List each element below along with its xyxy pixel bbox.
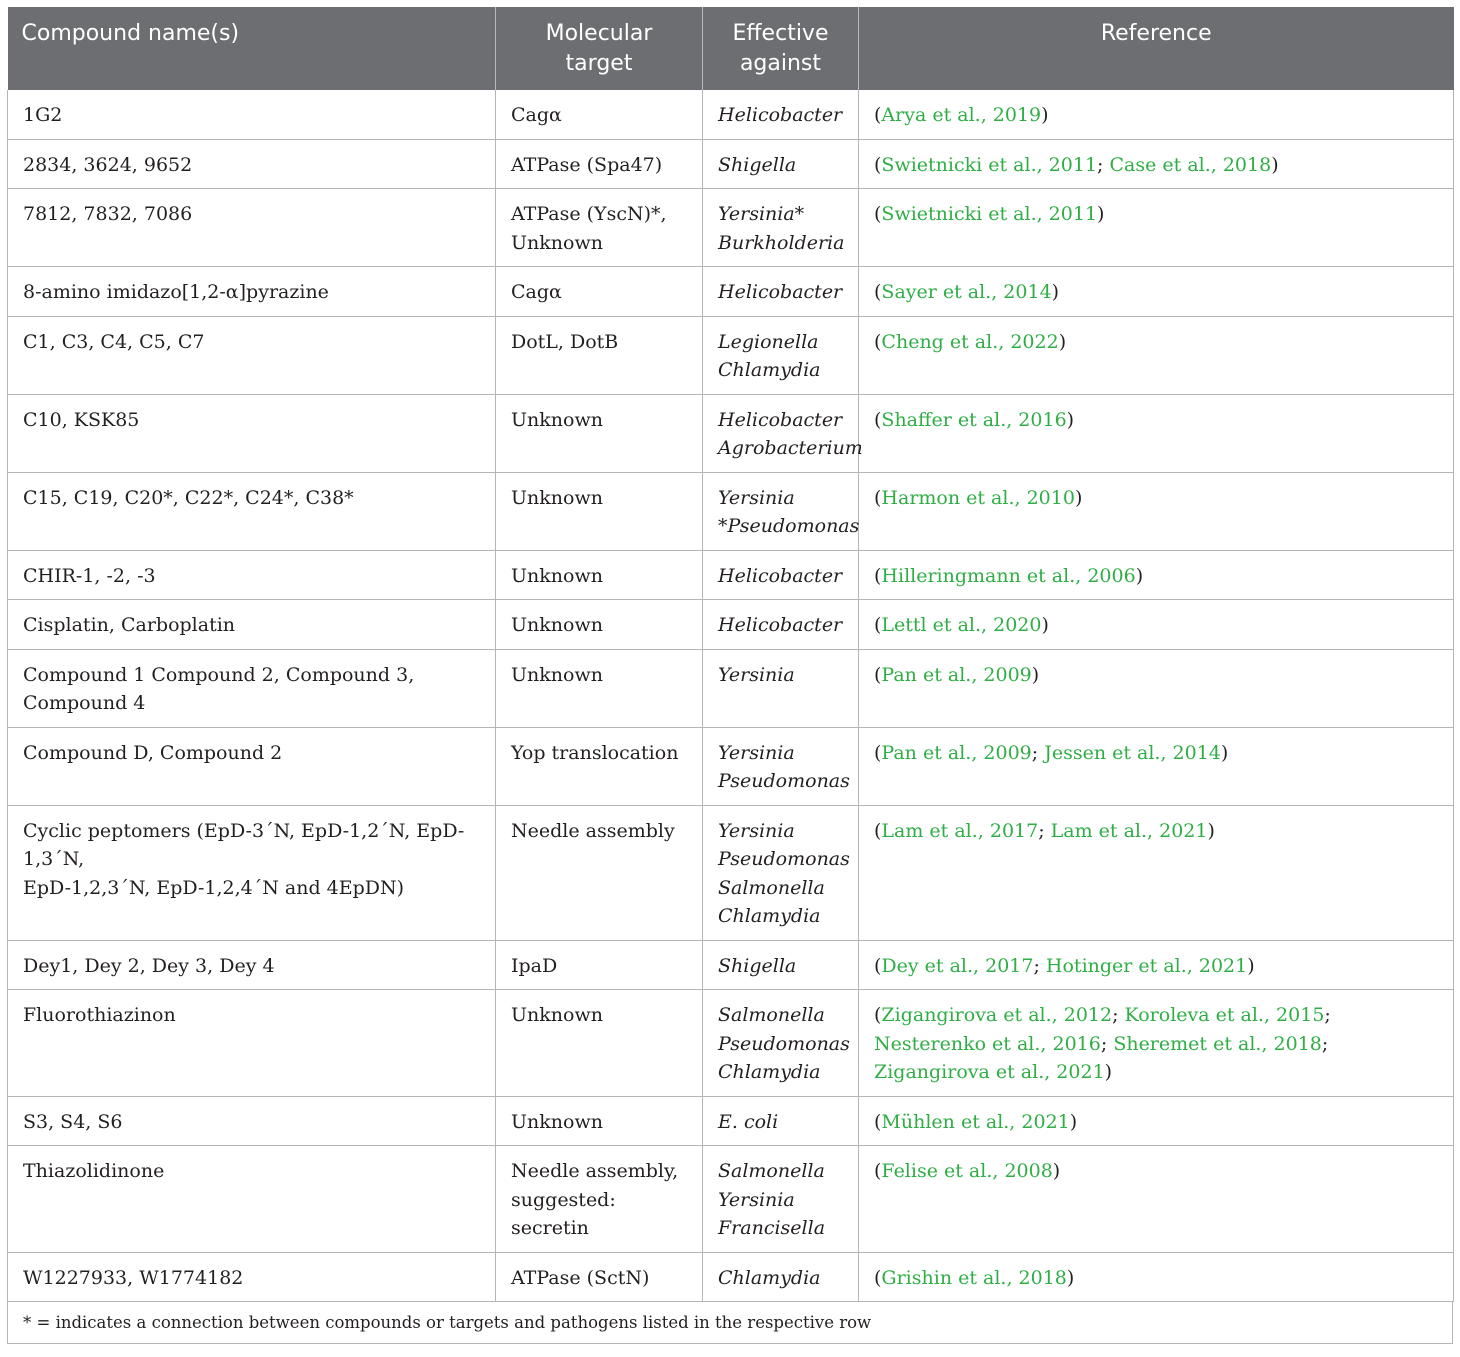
reference-cell: (Swietnicki et al., 2011)	[859, 189, 1454, 267]
organism: Yersinia	[718, 663, 795, 686]
reference-link[interactable]: Case et al., 2018	[1109, 153, 1272, 176]
organism: Francisella	[718, 1217, 826, 1239]
organism: Pseudomonas	[718, 848, 850, 870]
organism: Chlamydia	[718, 1061, 821, 1083]
table-row	[8, 805, 1454, 940]
molecular-target: Cagα	[496, 90, 703, 139]
organism: Agrobacterium	[718, 437, 863, 459]
table-row	[8, 550, 1454, 600]
organism: Shigella	[718, 153, 797, 176]
compound-name: 8-amino imidazo[1,2-α]pyrazine	[8, 267, 496, 317]
reference-link[interactable]: Lettl et al., 2020	[881, 614, 1042, 636]
molecular-target: Needle assembly, suggested: secretin	[496, 1146, 703, 1253]
reference-cell: (Grishin et al., 2018)	[859, 1252, 1454, 1302]
effective-against	[703, 1146, 859, 1253]
organism: Yersinia	[718, 741, 795, 764]
reference-cell: (Pan et al., 2009)	[859, 649, 1454, 727]
compound-name: C15, C19, C20*, C22*, C24*, C38*	[8, 472, 496, 550]
organism: Yersinia	[718, 819, 795, 842]
reference-cell: (Mühlen et al., 2021)	[859, 1096, 1454, 1146]
molecular-target: Unknown	[496, 550, 703, 600]
organism: Pseudomonas	[718, 770, 850, 792]
organism: Chlamydia	[718, 1266, 821, 1289]
organism: Yersinia	[718, 486, 795, 509]
effective-against	[703, 940, 859, 990]
effective-against	[703, 394, 863, 472]
reference-link[interactable]: Sayer et al., 2014	[881, 281, 1052, 303]
effective-against	[703, 990, 859, 1097]
reference-link[interactable]: Dey et al., 2017	[881, 954, 1034, 977]
reference-cell: (Hilleringmann et al., 2006)	[859, 550, 1454, 600]
organism: Helicobacter	[718, 564, 843, 587]
reference-cell: (Pan et al., 2009; Jessen et al., 2014)	[859, 727, 1454, 805]
organism: Chlamydia	[718, 359, 821, 381]
reference-link[interactable]: Koroleva et al., 2015	[1124, 1004, 1325, 1026]
reference-link[interactable]: Mühlen et al., 2021	[881, 1110, 1070, 1133]
table-row	[8, 1096, 1454, 1146]
effective-against	[703, 189, 859, 267]
header-reference: Reference	[859, 7, 1454, 90]
reference-link[interactable]: Grishin et al., 2018	[881, 1266, 1067, 1289]
effective-against	[703, 139, 859, 189]
reference-cell: (Cheng et al., 2022)	[859, 316, 1454, 394]
reference-link[interactable]: Hilleringmann et al., 2006	[881, 564, 1136, 587]
compound-name: W1227933, W1774182	[8, 1252, 496, 1302]
reference-cell: (Zigangirova et al., 2012; Koroleva et al., 2015; Nesterenko et al., 2016; Sheremet et al., 2018; Zigangirova et al., 2021)	[859, 990, 1454, 1097]
compound-name: 7812, 7832, 7086	[8, 189, 496, 267]
organism: Salmonella	[718, 1004, 825, 1026]
reference-cell: (Dey et al., 2017; Hotinger et al., 2021)	[859, 940, 1454, 990]
reference-cell: (Lam et al., 2017; Lam et al., 2021)	[859, 805, 1454, 940]
molecular-target: Unknown	[496, 394, 703, 472]
molecular-target: ATPase (SctN)	[496, 1252, 703, 1302]
reference-link[interactable]: Hotinger et al., 2021	[1045, 954, 1248, 977]
molecular-target: Yop translocation	[496, 727, 703, 805]
molecular-target: Needle assembly	[496, 805, 703, 940]
reference-link[interactable]: Sheremet et al., 2018	[1113, 1032, 1322, 1055]
compound-name: Cyclic peptomers (EpD-3´N, EpD-1,2´N, EpD-1,3´N, EpD-1,2,3´N, EpD-1,2,4´N and 4EpDN)	[8, 805, 496, 940]
organism: Helicobacter	[718, 281, 843, 303]
table-row	[8, 1252, 1454, 1302]
molecular-target: Unknown	[496, 600, 703, 650]
compound-name: Compound D, Compound 2	[8, 727, 496, 805]
reference-link[interactable]: Harmon et al., 2010	[881, 486, 1075, 509]
effective-against	[703, 805, 859, 940]
organism: *Pseudomonas	[718, 515, 860, 537]
effective-against	[703, 600, 859, 650]
effective-against	[703, 316, 859, 394]
compound-name: 2834, 3624, 9652	[8, 139, 496, 189]
effective-against	[703, 90, 859, 139]
reference-cell: (Harmon et al., 2010)	[859, 472, 1454, 550]
molecular-target: Unknown	[496, 472, 703, 550]
table-row	[8, 727, 1454, 805]
compound-name: Dey1, Dey 2, Dey 3, Dey 4	[8, 940, 496, 990]
organism: Salmonella	[718, 876, 825, 899]
organism: Helicobacter	[718, 614, 843, 636]
compound-name: 1G2	[8, 90, 496, 139]
organism: Yersinia	[718, 1188, 795, 1211]
table-row	[8, 600, 1454, 650]
table-body	[8, 90, 1454, 1302]
table-row	[8, 1146, 1454, 1253]
table-row	[8, 649, 1454, 727]
reference-link[interactable]: Pan et al., 2009	[881, 741, 1032, 764]
table-row	[8, 189, 1454, 267]
header-row	[8, 7, 1454, 90]
molecular-target: Unknown	[496, 1096, 703, 1146]
organism: Burkholderia	[718, 231, 845, 254]
table-row	[8, 90, 1454, 139]
organism: Helicobacter	[718, 408, 843, 431]
header-target: Molecular target	[496, 7, 703, 90]
molecular-target: DotL, DotB	[496, 316, 703, 394]
reference-cell: (Swietnicki et al., 2011; Case et al., 2018)	[859, 139, 1454, 189]
reference-link[interactable]: Swietnicki et al., 2011	[881, 203, 1098, 225]
organism: Helicobacter	[718, 104, 843, 126]
molecular-target: ATPase (YscN)*, Unknown	[496, 189, 703, 267]
reference-cell: (Sayer et al., 2014)	[859, 267, 1454, 317]
organism: Yersinia*	[718, 203, 805, 225]
reference-cell: (Shaffer et al., 2016)	[859, 394, 1454, 472]
organism: Shigella	[718, 954, 797, 977]
compound-table	[7, 7, 1454, 1302]
effective-against	[703, 1252, 859, 1302]
effective-against	[703, 727, 859, 805]
molecular-target: ATPase (Spa47)	[496, 139, 703, 189]
effective-against	[703, 550, 859, 600]
reference-link[interactable]: Zigangirova et al., 2021	[874, 1061, 1105, 1083]
reference-link[interactable]: Jessen et al., 2014	[1044, 741, 1221, 764]
reference-link[interactable]: Swietnicki et al., 2011	[881, 153, 1098, 176]
reference-link[interactable]: Arya et al., 2019	[881, 104, 1042, 126]
compound-name: CHIR-1, -2, -3	[8, 550, 496, 600]
compound-name: Fluorothiazinon	[8, 990, 496, 1097]
reference-cell: (Arya et al., 2019)	[859, 90, 1454, 139]
reference-link[interactable]: Felise et al., 2008	[881, 1160, 1053, 1182]
organism: E. coli	[718, 1110, 779, 1133]
organism: Pseudomonas	[718, 1032, 850, 1055]
compound-name: C1, C3, C4, C5, C7	[8, 316, 496, 394]
reference-link[interactable]: Lam et al., 2021	[1050, 819, 1208, 842]
compound-name: S3, S4, S6	[8, 1096, 496, 1146]
effective-against	[703, 649, 859, 727]
molecular-target: IpaD	[496, 940, 703, 990]
compound-name: C10, KSK85	[8, 394, 496, 472]
reference-link[interactable]: Cheng et al., 2022	[881, 330, 1059, 353]
table-row	[8, 394, 1454, 472]
compound-name: Cisplatin, Carboplatin	[8, 600, 496, 650]
table-container	[7, 7, 1453, 1344]
footnote: * = indicates a connection between compounds or targets and pathogens listed in the respective row	[7, 1302, 1453, 1344]
table-row	[8, 940, 1454, 990]
reference-link[interactable]: Nesterenko et al., 2016	[874, 1032, 1101, 1055]
compound-name: Thiazolidinone	[8, 1146, 496, 1253]
molecular-target: Unknown	[496, 990, 703, 1097]
organism: Salmonella	[718, 1160, 825, 1182]
table-row	[8, 316, 1454, 394]
table-row	[8, 472, 1454, 550]
organism: Legionella	[718, 330, 819, 353]
reference-cell: (Felise et al., 2008)	[859, 1146, 1454, 1253]
reference-link[interactable]: Pan et al., 2009	[881, 663, 1032, 686]
effective-against	[703, 267, 859, 317]
header-compound: Compound name(s)	[8, 7, 496, 90]
reference-link[interactable]: Lam et al., 2017	[881, 819, 1039, 842]
organism: Chlamydia	[718, 905, 821, 927]
reference-cell: (Lettl et al., 2020)	[859, 600, 1454, 650]
effective-against	[703, 472, 859, 550]
compound-name: Compound 1 Compound 2, Compound 3, Compound 4	[8, 649, 496, 727]
table-row	[8, 267, 1454, 317]
table-row	[8, 139, 1454, 189]
molecular-target: Unknown	[496, 649, 703, 727]
header-effective: Effective against	[703, 7, 859, 90]
table-row	[8, 990, 1454, 1097]
reference-link[interactable]: Zigangirova et al., 2012	[881, 1004, 1113, 1026]
effective-against	[703, 1096, 859, 1146]
molecular-target: Cagα	[496, 267, 703, 317]
reference-link[interactable]: Shaffer et al., 2016	[881, 408, 1067, 431]
